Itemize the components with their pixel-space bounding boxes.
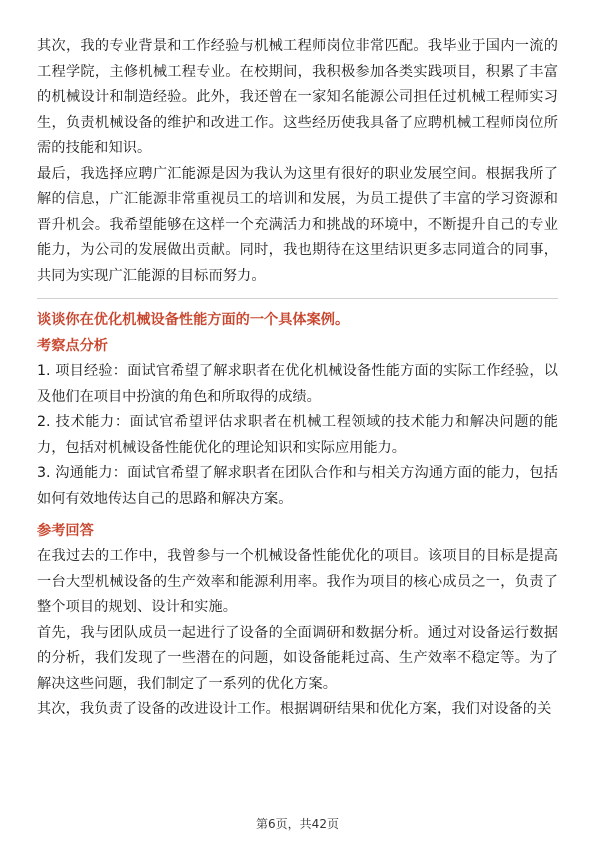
answer-paragraph-3: 其次，我负责了设备的改进设计工作。根据调研结果和优化方案，我们对设备的关 [37,701,552,717]
analysis-item-2: 2. 技术能力：面试官希望评估求职者在机械工程领域的技术能力和解决问题的能力，包括对机械设备性能优化的理论知识和实际应用能力。 [37,414,558,456]
analysis-title: 考察点分析 [37,338,108,354]
intro-paragraph-1: 其次，我的专业背景和工作经验与机械工程师岗位非常匹配。我毕业于国内一流的工程学院，主修机械工程专业。在校期间，我积极参加各类实践项目，积累了丰富的机械设计和制造经验。此外，我还曾在一家知名能源公司担任过机械工程师实习生，负责机械设备的维护和改进工作。这些经历使我具备了应聘机械工程师岗位所需的技能和知识。 [37,38,558,156]
section-divider [37,298,558,299]
page-number: 第6页，共42页 [256,817,339,831]
answer-title: 参考回答 [37,523,94,539]
interview-question: 谈谈你在优化机械设备性能方面的一个具体案例。 [37,312,350,328]
answer-paragraph-2: 首先，我与团队成员一起进行了设备的全面调研和数据分析。通过对设备运行数据的分析，我们发现了一些潜在的问题，如设备能耗过高、生产效率不稳定等。为了解决这些问题，我们制定了一系列的优化方案。 [37,624,558,692]
analysis-item-3: 3. 沟通能力：面试官希望了解求职者在团队合作和与相关方沟通方面的能力，包括如何有效地传达自己的思路和解决方案。 [37,465,558,507]
answer-paragraph-1: 在我过去的工作中，我曾参与一个机械设备性能优化的项目。该项目的目标是提高一台大型机械设备的生产效率和能源利用率。我作为项目的核心成员之一，负责了整个项目的规划、设计和实施。 [37,548,558,615]
intro-paragraph-2: 最后，我选择应聘广汇能源是因为我认为这里有很好的职业发展空间。根据我所了解的信息，广汇能源非常重视员工的培训和发展，为员工提供了丰富的学习资源和晋升机会。我希望能够在这样一个充满活力和挑战的环境中，不断提升自己的专业能力，为公司的发展做出贡献。同时，我也期待在这里结识更多志同道合的同事，共同为实现广汇能源的目标而努力。 [37,165,558,284]
analysis-item-1: 1. 项目经验：面试官希望了解求职者在优化机械设备性能方面的实际工作经验，以及他们在项目中扮演的角色和所取得的成绩。 [37,363,558,405]
document-page [37,34,558,723]
